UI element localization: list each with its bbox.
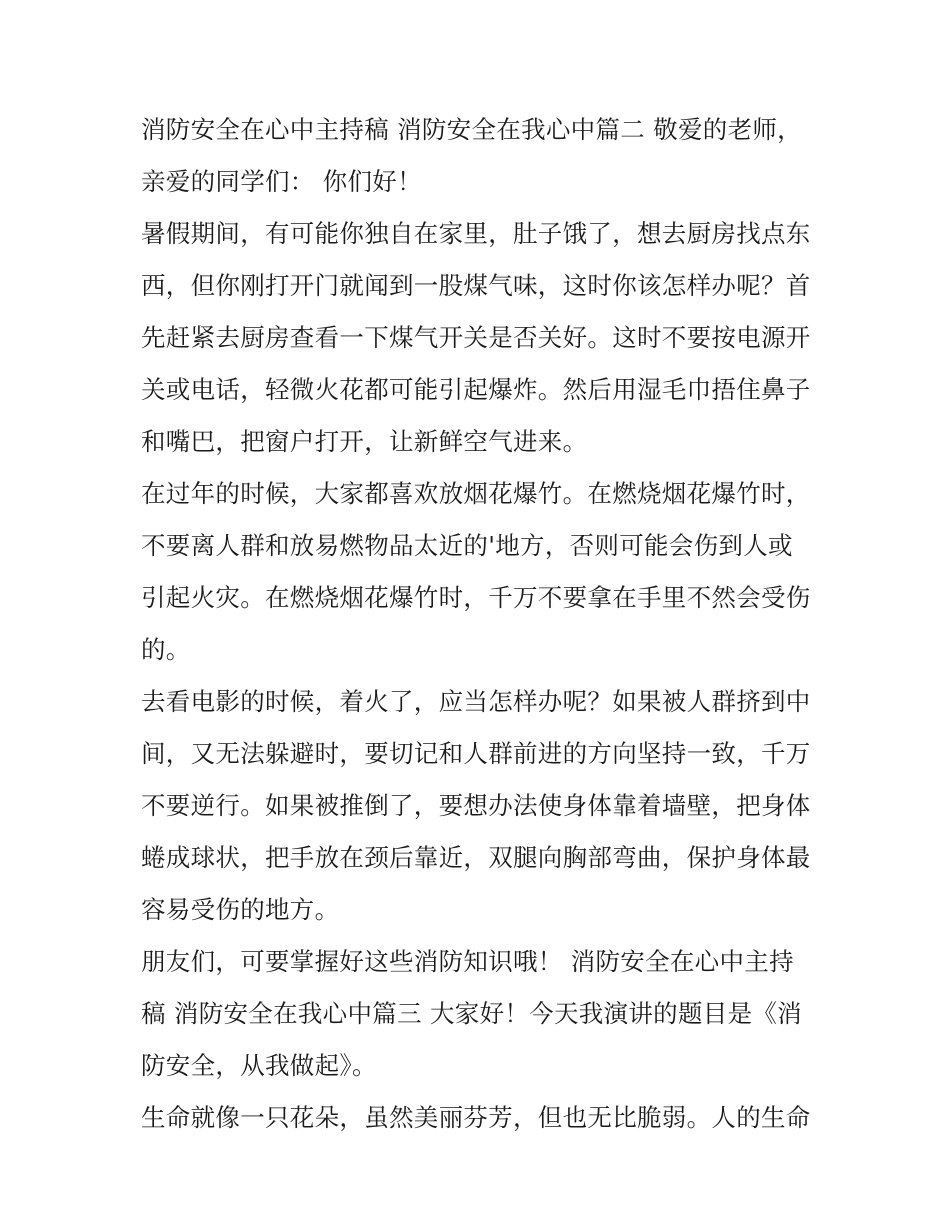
text-line: 防安全，从我做起》。 xyxy=(141,1051,377,1080)
text-line: 间，又无法躲避时，要切记和人群前进的方向坚持一致，千万 xyxy=(141,739,811,768)
text-line: 的。 xyxy=(141,635,191,664)
text-line: 西，但你刚打开门就闻到一股煤气味，这时你该怎样办呢？首 xyxy=(141,271,811,300)
text-line: 蜷成球状，把手放在颈后靠近，双腿向胸部弯曲，保护身体最 xyxy=(141,843,811,872)
text-line: 亲爱的同学们： 你们好！ xyxy=(141,167,422,196)
text-line: 朋友们，可要掌握好这些消防知识哦！ 消防安全在心中主持 xyxy=(141,947,794,976)
text-line: 去看电影的时候，着火了，应当怎样办呢？如果被人群挤到中 xyxy=(141,687,811,716)
text-line: 容易受伤的地方。 xyxy=(141,895,340,924)
text-line: 不要离人群和放易燃物品太近的'地方，否则可能会伤到人或 xyxy=(141,531,793,560)
text-line: 不要逆行。如果被推倒了，要想办法使身体靠着墙壁，把身体 xyxy=(141,791,811,820)
text-line: 消防安全在心中主持稿 消防安全在我心中篇二 敬爱的老师， xyxy=(141,115,802,144)
text-line: 生命就像一只花朵，虽然美丽芬芳，但也无比脆弱。人的生命 xyxy=(141,1103,811,1132)
text-line: 暑假期间，有可能你独自在家里，肚子饿了，想去厨房找点东 xyxy=(141,219,811,248)
text-line: 引起火灾。在燃烧烟花爆竹时，千万不要拿在手里不然会受伤 xyxy=(141,583,811,612)
text-line: 稿 消防安全在我心中篇三 大家好！今天我演讲的题目是《消 xyxy=(141,999,802,1028)
text-line: 和嘴巴，把窗户打开，让新鲜空气进来。 xyxy=(141,427,588,456)
text-line: 在过年的时候，大家都喜欢放烟花爆竹。在燃烧烟花爆竹时， xyxy=(141,479,811,508)
text-line: 关或电话，轻微火花都可能引起爆炸。然后用湿毛巾捂住鼻子 xyxy=(141,375,811,404)
text-line: 先赶紧去厨房查看一下煤气开关是否关好。这时不要按电源开 xyxy=(141,323,811,352)
